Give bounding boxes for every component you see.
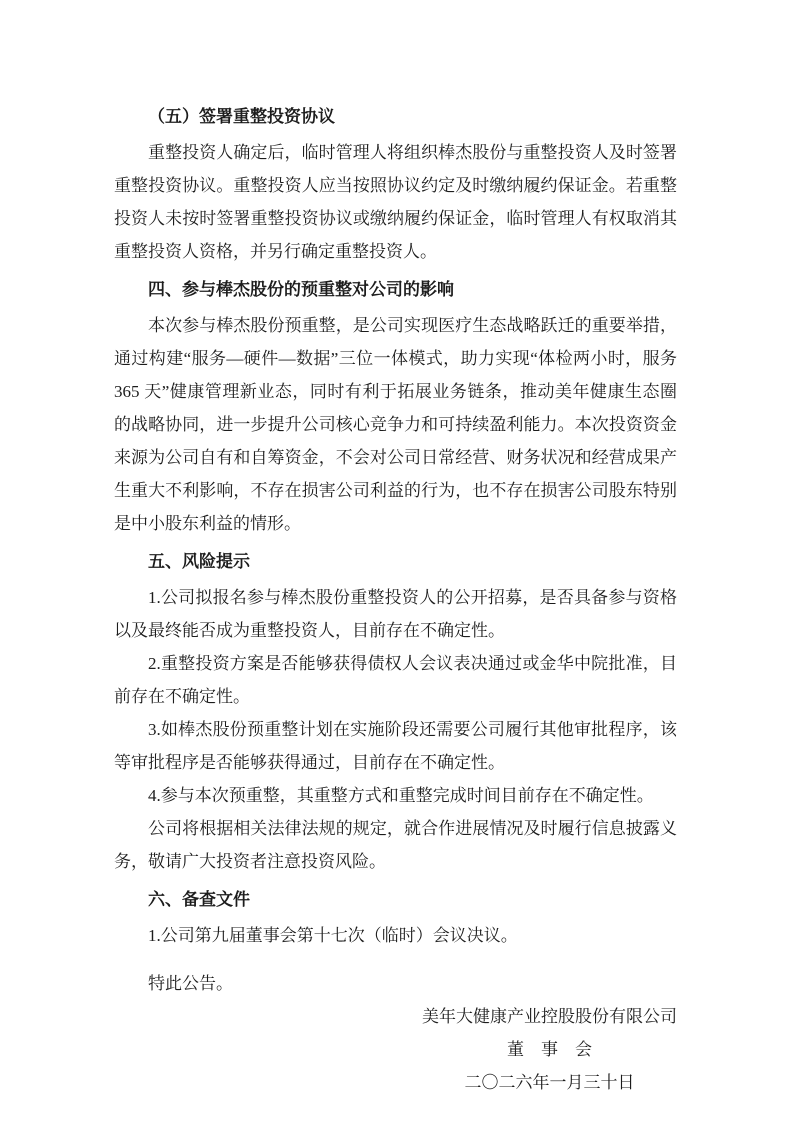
risk-closing-paragraph: 公司将根据相关法律法规的规定，就合作进展情况及时履行信息披露义务，敬请广大投资者注意投资风险。 — [114, 819, 677, 871]
paragraph-sign-agreement: 重整投资人确定后，临时管理人将组织棒杰股份与重整投资人及时签署重整投资协议。重整投资人应当按照协议约定及时缴纳履约保证金。若重整投资人未按时签署重整投资协议或缴纳履约保证金，临时管理人有权取消其重整投资人资格，并另行确定重整投资人。 — [114, 143, 677, 261]
paragraph-impact: 本次参与棒杰股份预重整，是公司实现医疗生态战略跃迁的重要举措，通过构建“服务—硬件—数据”三位一体模式，助力实现“体检两小时，服务 365 天”健康管理新业态，同时有利于拓展业务链条，推动美年健康生态圈的战略协同，进一步提升公司核心竞争力和可持续盈利能力。本次投资资金来源为公司自有和自筹资金，不会对公司日常经营、财务状况和经营成果产生重大不利影响，不存在损害公司利益的行为，也不存在损害公司股东特别是中小股东利益的情形。 — [114, 316, 677, 533]
section-heading-sign-agreement: （五）签署重整投资协议 — [148, 107, 335, 126]
risk-item-4: 4.参与本次预重整，其重整方式和重整完成时间目前存在不确定性。 — [148, 786, 654, 805]
section-heading-impact: 四、参与棒杰股份的预重整对公司的影响 — [148, 280, 454, 299]
signature-date: 二〇二六年一月三十日 — [464, 1073, 635, 1092]
notice-line: 特此公告。 — [148, 974, 233, 993]
risk-item-2: 2.重整投资方案是否能够获得债权人会议表决通过或金华中院批准，目前存在不确定性。 — [114, 654, 677, 706]
reference-doc-item: 1.公司第九届董事会第十七次（临时）会议决议。 — [148, 926, 518, 945]
section-heading-risk: 五、风险提示 — [148, 552, 250, 571]
signature-block — [114, 1000, 677, 1099]
section-heading-reference-docs: 六、备查文件 — [148, 890, 250, 909]
signature-company: 美年大健康产业控股股份有限公司 — [422, 1007, 677, 1026]
signature-board: 董 事 会 — [507, 1040, 592, 1059]
risk-item-3: 3.如棒杰股份预重整计划在实施阶段还需要公司履行其他审批程序，该等审批程序是否能够获得通过，目前存在不确定性。 — [114, 720, 677, 772]
risk-item-1: 1.公司拟报名参与棒杰股份重整投资人的公开招募，是否具备参与资格以及最终能否成为重整投资人，目前存在不确定性。 — [114, 588, 677, 640]
